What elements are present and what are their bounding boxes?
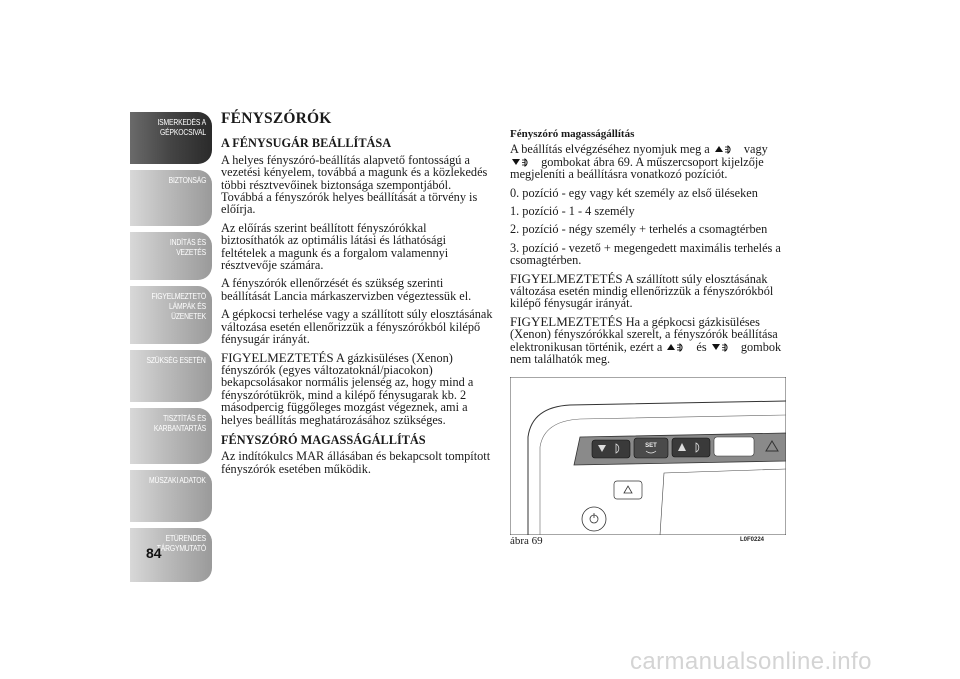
- text: vagy: [740, 142, 768, 157]
- text: és: [693, 339, 710, 354]
- warning-text: A gázkisüléses (Xenon) fényszórók (egyes változatoknál/piacokon) bekapcsolásakor normális jelenség az, hogy mind a fényszórótükrök, mind a kilépő fénysugarak kb. 2 másodpercig függőleges mozgást végeznek, ami a helyes beállítás meghatározásához szükséges.: [221, 350, 474, 427]
- watermark: carmanualsonline.info: [630, 648, 872, 675]
- headlight-up-button-icon: [665, 342, 693, 352]
- blank-button: [714, 437, 754, 456]
- section-heading-height-adjustment: FÉNYSZÓRÓ MAGASSÁGÁLLÍTÁS: [221, 432, 426, 447]
- lock-button: [614, 481, 642, 499]
- chapter-tab-label: TISZTÍTÁS ÉS KARBANTARTÁS: [153, 414, 206, 433]
- chapter-sidebar: [130, 112, 212, 588]
- warning-paragraph: [221, 349, 493, 427]
- warning-text: Ha a gépkocsi gázkisüléses (Xenon) fényszórókkal szerelt, a fényszórók beállítása elektronikusan történik, ezért a: [510, 314, 778, 354]
- chapter-tab-safety[interactable]: [130, 170, 212, 226]
- set-button-label: SET: [645, 443, 657, 449]
- chapter-tab-technical-data[interactable]: [130, 470, 212, 522]
- chapter-tab-label: SZÜKSÉG ESETÉN: [146, 356, 206, 365]
- paragraph: A fényszórók ellenőrzését és szükség szerinti beállítását Lancia márkaszervizben végeztessük el.: [221, 276, 472, 303]
- paragraph: [510, 143, 786, 180]
- warning-label: FIGYELMEZTETÉS: [510, 313, 623, 329]
- headlight-down-button: [592, 440, 630, 458]
- chapter-tab-label: BIZTONSÁG: [168, 176, 206, 185]
- figure-caption: ábra 69: [510, 535, 543, 547]
- paragraph: A helyes fényszóró-beállítás alapvető fontosságú a vezetési kényelem, továbbá a magunk és a közlekedés többi résztvevőinek biztonsága szempontjából. Továbbá a fényszórók helyes beállítását a törvény is előírja.: [221, 152, 488, 217]
- paragraph: Az indítókulcs MAR állásában és bekapcsolt tompított fényszórók esetében működik.: [221, 449, 491, 476]
- chapter-tab-starting-driving[interactable]: [130, 232, 212, 280]
- subheading: Fényszóró magasságállítás: [510, 128, 635, 140]
- warning-label: FIGYELMEZTETÉS: [510, 270, 623, 286]
- page-number: 84: [146, 545, 162, 561]
- chapter-tab-label: INDÍTÁS ÉS VEZETÉS: [169, 238, 206, 257]
- headlight-down-button-icon: [510, 157, 538, 167]
- chapter-tab-label: ISMERKEDÉS A GÉPKOCSIVAL: [157, 118, 206, 137]
- chapter-tab-index[interactable]: [130, 528, 212, 582]
- chapter-tab-warning-lights[interactable]: [130, 286, 212, 344]
- right-column: [510, 128, 786, 372]
- page-title: FÉNYSZÓRÓK: [221, 110, 332, 127]
- section-heading-beam-adjustment: A FÉNYSUGÁR BEÁLLÍTÁSA: [221, 136, 392, 151]
- chapter-tab-label: MŰSZAKI ADATOK: [149, 476, 206, 485]
- list-item: 3. pozíció - vezető + megengedett maximális terhelés a csomagtérben.: [510, 240, 781, 268]
- chapter-tab-label: ETŰRENDES TÁRGYMUTATÓ: [156, 534, 206, 553]
- text: A beállítás elvégzéséhez nyomjuk meg a: [510, 142, 713, 157]
- chapter-tab-getting-to-know[interactable]: [130, 112, 212, 164]
- paragraph: A gépkocsi terhelése vagy a szállított súly elosztásának változása esetén ellenőrizzük a fényszórókból kilépő fénysugár irányát.: [221, 307, 493, 347]
- dashboard-controls-figure: [510, 377, 786, 535]
- headlight-down-button-icon: [710, 342, 738, 352]
- chapter-tab-emergency[interactable]: [130, 350, 212, 402]
- chapter-tab-label: FIGYELMEZTETŐ LÁMPÁK ÉS ÜZENETEK: [151, 292, 206, 321]
- list-item: 1. pozíció - 1 - 4 személy: [510, 204, 635, 219]
- power-knob: [582, 507, 606, 531]
- text: gombokat ábra 69. A műszercsoport kijelzője megjeleníti a beállításra vonatkozó pozíciót.: [510, 154, 764, 182]
- text: gombok nem találhatók meg.: [510, 339, 782, 367]
- paragraph: Az előírás szerint beállított fényszórókkal biztosíthatók az optimális látási és láthatósági feltételek a magunk és a forgalom valamennyi résztvevője számára.: [221, 220, 449, 273]
- figure-code: L0F0224: [740, 537, 765, 543]
- headlight-up-button: [672, 438, 710, 457]
- warning-label: FIGYELMEZTETÉS: [221, 349, 334, 365]
- list-item: 0. pozíció - egy vagy két személy az első üléseken: [510, 185, 758, 200]
- left-column: [221, 110, 493, 481]
- warning-paragraph: [510, 270, 786, 311]
- warning-text: A szállított súly elosztásának változása esetén mindig ellenőrizzük a fényszórókból kilépő fénysugár irányát.: [510, 271, 774, 311]
- warning-paragraph: [510, 313, 786, 367]
- chapter-tab-maintenance[interactable]: [130, 408, 212, 464]
- list-item: 2. pozíció - négy személy + terhelés a csomagtérben: [510, 222, 768, 237]
- headlight-up-button-icon: [713, 144, 741, 154]
